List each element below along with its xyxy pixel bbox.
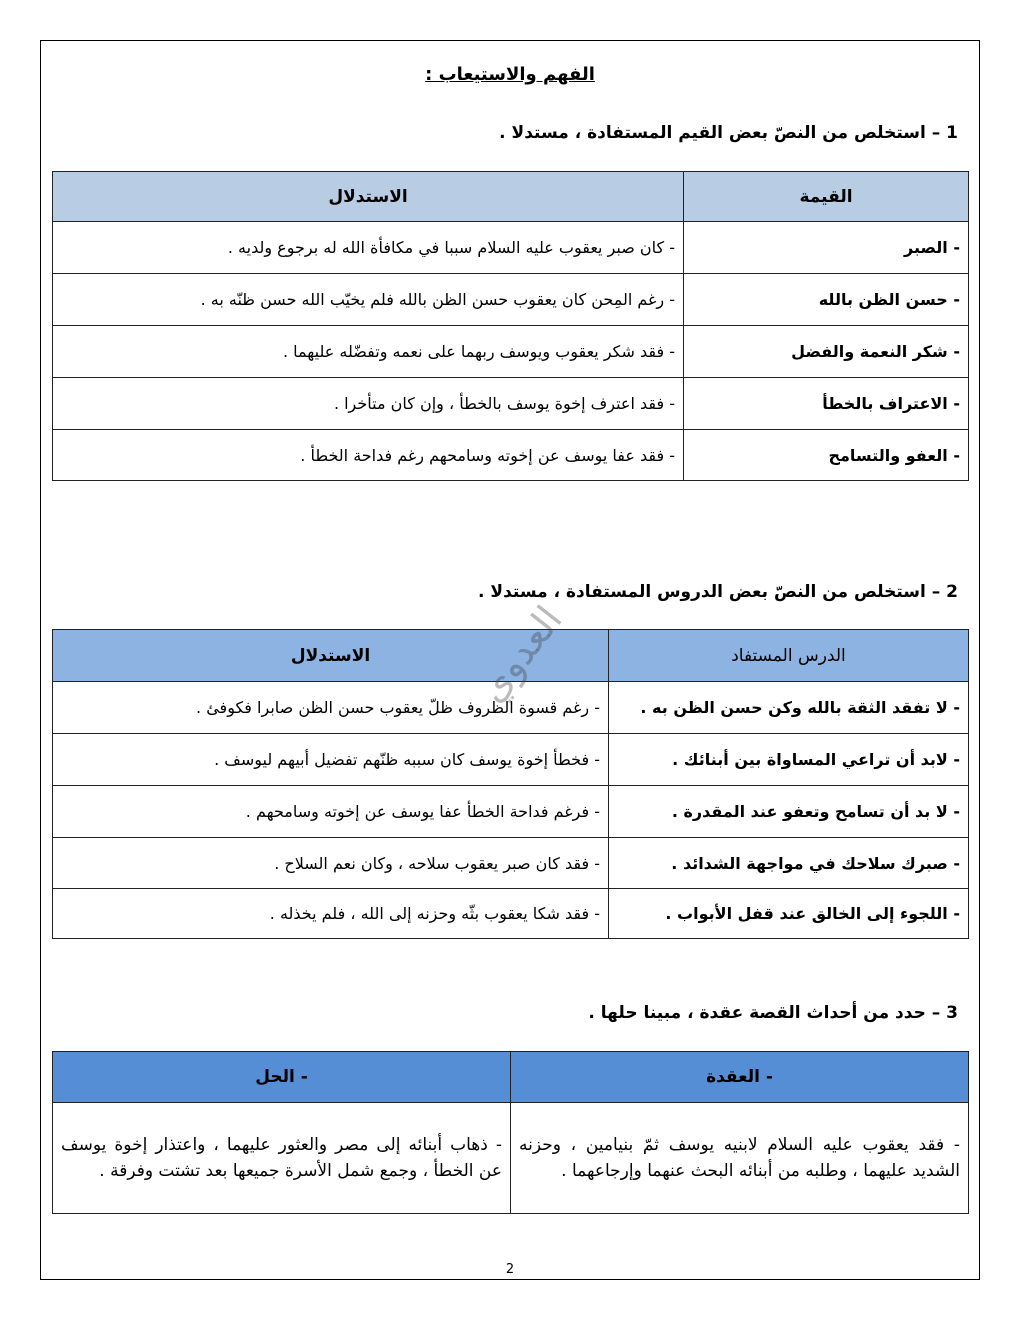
watermark-text: العدوي bbox=[469, 597, 571, 711]
lesson-cell: - اللجوء إلى الخالق عند قفل الأبواب . bbox=[609, 889, 969, 939]
table-row bbox=[53, 889, 969, 939]
table-row bbox=[53, 274, 969, 326]
table-row bbox=[53, 222, 969, 274]
header-knot: - العقدة bbox=[511, 1052, 969, 1103]
header-value: القيمة bbox=[684, 172, 969, 222]
page-number: 2 bbox=[505, 1262, 515, 1277]
question-2-prompt: 2 – استخلص من النصّ بعض الدروس المستفادة ، مستدلا . bbox=[478, 582, 958, 602]
lesson-cell: - صبرك سلاحك في مواجهة الشدائد . bbox=[609, 838, 969, 889]
table-row bbox=[53, 682, 969, 734]
evidence-cell: - فرغم فداحة الخطأ عفا يوسف عن إخوته وسامحهم . bbox=[53, 786, 609, 838]
knot-solution-table bbox=[52, 1051, 969, 1214]
table-row bbox=[53, 378, 969, 430]
table-header-row bbox=[53, 630, 969, 682]
header-evidence: الاستدلال bbox=[53, 630, 609, 682]
evidence-cell: - فقد شكر يعقوب ويوسف ربهما على نعمه وتفضّله عليهما . bbox=[53, 326, 684, 378]
lessons-table bbox=[52, 629, 969, 939]
value-cell: - حسن الظن بالله bbox=[684, 274, 969, 326]
table-row bbox=[53, 430, 969, 481]
value-cell: - الصبر bbox=[684, 222, 969, 274]
evidence-cell: - كان صبر يعقوب عليه السلام سببا في مكافأة الله له برجوع ولديه . bbox=[53, 222, 684, 274]
table-row bbox=[53, 326, 969, 378]
lesson-cell: - لا تفقد الثقة بالله وكن حسن الظن به . bbox=[609, 682, 969, 734]
values-table bbox=[52, 171, 969, 481]
header-solution: - الحل bbox=[53, 1052, 511, 1103]
lesson-cell: - لا بد أن تسامح وتعفو عند المقدرة . bbox=[609, 786, 969, 838]
value-cell: - العفو والتسامح bbox=[684, 430, 969, 481]
table-row bbox=[53, 786, 969, 838]
question-3-prompt: 3 – حدد من أحداث القصة عقدة ، مبينا حلها . bbox=[588, 1003, 958, 1023]
value-cell: - شكر النعمة والفضل bbox=[684, 326, 969, 378]
lesson-cell: - لابد أن تراعي المساواة بين أبنائك . bbox=[609, 734, 969, 786]
question-1-prompt: 1 – استخلص من النصّ بعض القيم المستفادة ، مستدلا . bbox=[499, 123, 958, 143]
header-lesson: الدرس المستفاد bbox=[609, 630, 969, 682]
value-cell: - الاعتراف بالخطأ bbox=[684, 378, 969, 430]
table-row bbox=[53, 1103, 969, 1214]
knot-cell: - فقد يعقوب عليه السلام لابنيه يوسف ثمّ بنيامين ، وحزنه الشديد عليهما ، وطلبه من أبنائه البحث عنهما وإرجاعهما . bbox=[511, 1103, 969, 1214]
evidence-cell: - فقد اعترف إخوة يوسف بالخطأ ، وإن كان متأخرا . bbox=[53, 378, 684, 430]
evidence-cell: - فقد شكا يعقوب بثّه وحزنه إلى الله ، فلم يخذله . bbox=[53, 889, 609, 939]
page-title: الفهم والاستيعاب : bbox=[425, 64, 595, 85]
table-row bbox=[53, 838, 969, 889]
evidence-cell: - رغم قسوة الظروف ظلّ يعقوب حسن الظن صابرا فكوفئ . bbox=[53, 682, 609, 734]
evidence-cell: - فقد عفا يوسف عن إخوته وسامحهم رغم فداحة الخطأ . bbox=[53, 430, 684, 481]
evidence-cell: - رغم المِحن كان يعقوب حسن الظن بالله فلم يخيّب الله حسن ظنّه به . bbox=[53, 274, 684, 326]
evidence-cell: - فقد كان صبر يعقوب سلاحه ، وكان نعم السلاح . bbox=[53, 838, 609, 889]
solution-cell: - ذهاب أبنائه إلى مصر والعثور عليهما ، واعتذار إخوة يوسف عن الخطأ ، وجمع شمل الأسرة جميعها بعد تشتت وفرقة . bbox=[53, 1103, 511, 1214]
table-header-row bbox=[53, 172, 969, 222]
header-evidence: الاستدلال bbox=[53, 172, 684, 222]
evidence-cell: - فخطأ إخوة يوسف كان سببه ظنّهم تفضيل أبيهم ليوسف . bbox=[53, 734, 609, 786]
table-header-row bbox=[53, 1052, 969, 1103]
table-row bbox=[53, 734, 969, 786]
